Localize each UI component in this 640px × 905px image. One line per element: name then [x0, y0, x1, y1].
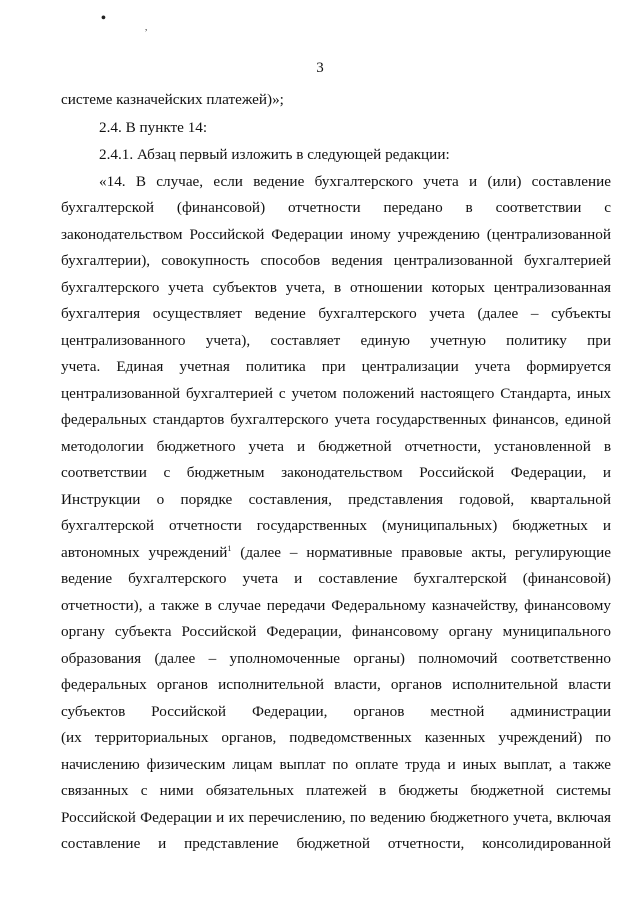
text-line: 2.4.1. Абзац первый изложить в следующей редакции:: [99, 146, 450, 163]
text-line: ведение бухгалтерского учета и составление бухгалтерской (финансовой): [61, 570, 611, 587]
text-line: учета. Единая учетная политика при централизации учета формируется: [61, 358, 611, 375]
text-line: бухгалтерской (финансовой) отчетности передано в соответствии с: [61, 199, 611, 216]
text-line: централизованного учета), составляет единую учетную политику при: [61, 332, 611, 349]
scan-mark-dot: •: [101, 11, 106, 26]
page-number: 3: [316, 60, 324, 76]
text-line: 2.4. В пункте 14:: [99, 119, 208, 136]
text-line: соответствии с бюджетным законодательством Российской Федерации, и: [61, 464, 611, 481]
text-line: образования (далее – уполномоченные органы) полномочий соответственно: [61, 650, 611, 667]
text-line: связанных с ними обязательных платежей в бюджеты бюджетной системы: [61, 782, 611, 799]
text-line: органу субъекта Российской Федерации, финансовому органу муниципального: [61, 623, 611, 640]
text-line: федеральных органов исполнительной власти, органов исполнительной власти: [61, 676, 611, 693]
text-line: системе казначейских платежей)»;: [61, 91, 284, 108]
text-line: «14. В случае, если ведение бухгалтерского учета и (или) составление: [99, 173, 611, 190]
text-segment: (далее – нормативные правовые акты, регулирующие: [240, 544, 611, 561]
text-line: централизованной бухгалтерией с учетом положений настоящего Стандарта, иных: [61, 385, 611, 402]
text-line: бухгалтерской отчетности государственных (муниципальных) бюджетных и: [61, 517, 611, 534]
scan-mark-comma: ,: [145, 22, 148, 32]
text-line-with-footnote: [61, 544, 611, 562]
text-line: начислению физическим лицам выплат по оплате труда и иных выплат, а также: [61, 756, 611, 773]
text-line: федеральных стандартов бухгалтерского учета государственных финансов, единой: [61, 411, 611, 428]
text-line: законодательством Российской Федерации иному учреждению (централизованной: [61, 226, 611, 243]
text-line: Российской Федерации и их перечислению, по ведению бюджетного учета, включая: [61, 809, 611, 826]
text-line: методологии бюджетного учета и бюджетной отчетности, установленной в: [61, 438, 611, 455]
text-line: бухгалтерского учета субъектов учета, в отношении которых централизованная: [61, 279, 611, 296]
text-line: составление и представление бюджетной отчетности, консолидированной: [61, 835, 611, 852]
text-segment: автономных учреждений: [61, 544, 228, 561]
text-line: бухгалтерия осуществляет ведение бухгалтерского учета (далее – субъекты: [61, 305, 611, 322]
text-line: бухгалтерии), совокупность способов ведения централизованной бухгалтерией: [61, 252, 611, 269]
footnote-reference: 1: [227, 544, 232, 553]
text-line: отчетности), а также в случае передачи Федеральному казначейству, финансовому: [61, 597, 611, 614]
text-line: (их территориальных органов, подведомственных казенных учреждений) по: [61, 729, 611, 746]
text-line: субъектов Российской Федерации, органов местной администрации: [61, 703, 611, 720]
text-line: Инструкции о порядке составления, представления годовой, квартальной: [61, 491, 611, 508]
